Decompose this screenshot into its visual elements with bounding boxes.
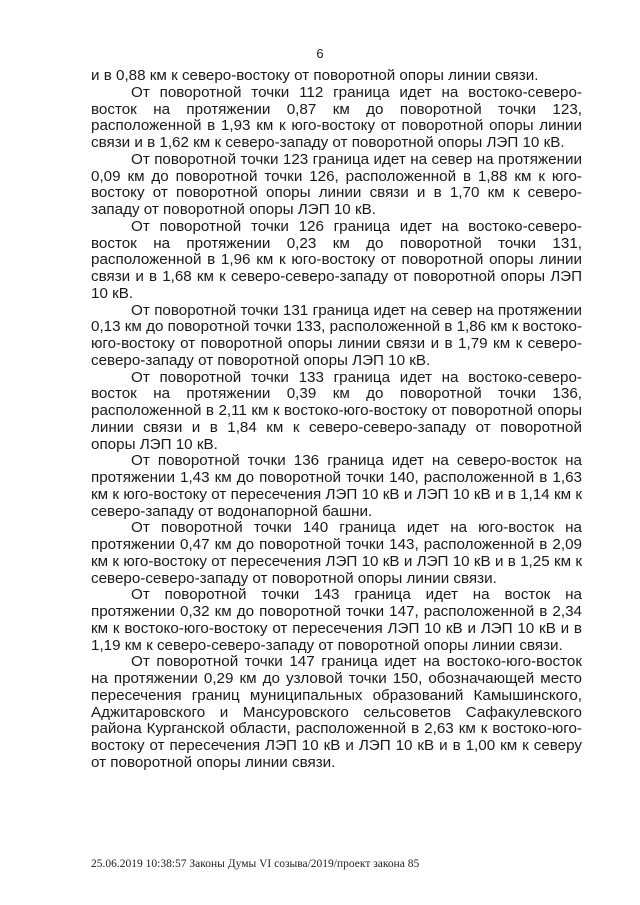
document-body bbox=[91, 68, 582, 772]
page-number: 6 bbox=[316, 46, 324, 61]
paragraph: От поворотной точки 131 граница идет на север на протяжении 0,13 км до поворотной точки 133, расположенной в 1,86 км к востоко-юго-востоку от поворотной опоры линии связи и в 1,79 км к северо-северо-западу от поворотной опоры ЛЭП 10 кВ. bbox=[91, 301, 583, 369]
paragraph: От поворотной точки 143 граница идет на восток на протяжении 0,32 км до поворотной точки 147, расположенной в 2,34 км к востоко-юго-востоку от пересечения ЛЭП 10 кВ и ЛЭП 10 кВ и в 1,19 км к северо-северо-западу от поворотной опоры линии связи. bbox=[91, 586, 582, 654]
footer-stamp: 25.06.2019 10:38:57 Законы Думы VI созыва/2019/проект закона 85 bbox=[91, 858, 420, 870]
paragraph: От поворотной точки 123 граница идет на север на протяжении 0,09 км до поворотной точки 126, расположенной в 1,88 км к юго-востоку от поворотной опоры линии связи и в 1,70 км к северо-западу от поворотной опоры ЛЭП 10 кВ. bbox=[91, 150, 582, 218]
paragraph: От поворотной точки 126 граница идет на востоко-северо-восток на протяжении 0,23 км до поворотной точки 131, расположенной в 1,96 км к юго-востоку от поворотной опоры линии связи и в 1,68 км к северо-северо-западу от поворотной опоры ЛЭП 10 кВ. bbox=[91, 217, 582, 302]
paragraph: От поворотной точки 112 граница идет на востоко-северо-восток на протяжении 0,87 км до поворотной точки 123, расположенной в 1,93 км к юго-востоку от поворотной опоры линии связи и в 1,62 км к северо-западу от поворотной опоры ЛЭП 10 кВ. bbox=[91, 83, 582, 151]
paragraph: От поворотной точки 140 граница идет на юго-восток на протяжении 0,47 км до поворотной точки 143, расположенной в 2,09 км к юго-востоку от пересечения ЛЭП 10 кВ и ЛЭП 10 кВ и в 1,25 км к северо-северо-западу от поворотной опоры линии связи. bbox=[91, 519, 582, 587]
paragraph-continuation: и в 0,88 км к северо-востоку от поворотной опоры линии связи. bbox=[91, 67, 539, 84]
paragraph: От поворотной точки 147 граница идет на востоко-юго-восток на протяжении 0,29 км до узловой точки 150, обозначающей место пересечения границ муниципальных образований Камышинского, Аджитаровского и Мансуровского сельсоветов Сафакулевского района Курганской области, расположенной в 2,63 км к востоко-юго-востоку от пересечения ЛЭП 10 кВ и ЛЭП 10 кВ и в 1,00 км к северу от поворотной опоры линии связи. bbox=[91, 653, 582, 771]
paragraph: От поворотной точки 133 граница идет на востоко-северо-восток на протяжении 0,39 км до поворотной точки 136, расположенной в 2,11 км к востоко-юго-востоку от поворотной опоры линии связи и в 1,84 км к северо-северо-западу от поворотной опоры ЛЭП 10 кВ. bbox=[91, 368, 582, 453]
paragraph: От поворотной точки 136 граница идет на северо-восток на протяжении 1,43 км до поворотной точки 140, расположенной в 1,63 км к юго-востоку от пересечения ЛЭП 10 кВ и ЛЭП 10 кВ и в 1,14 км к северо-западу от водонапорной башни. bbox=[91, 452, 582, 520]
